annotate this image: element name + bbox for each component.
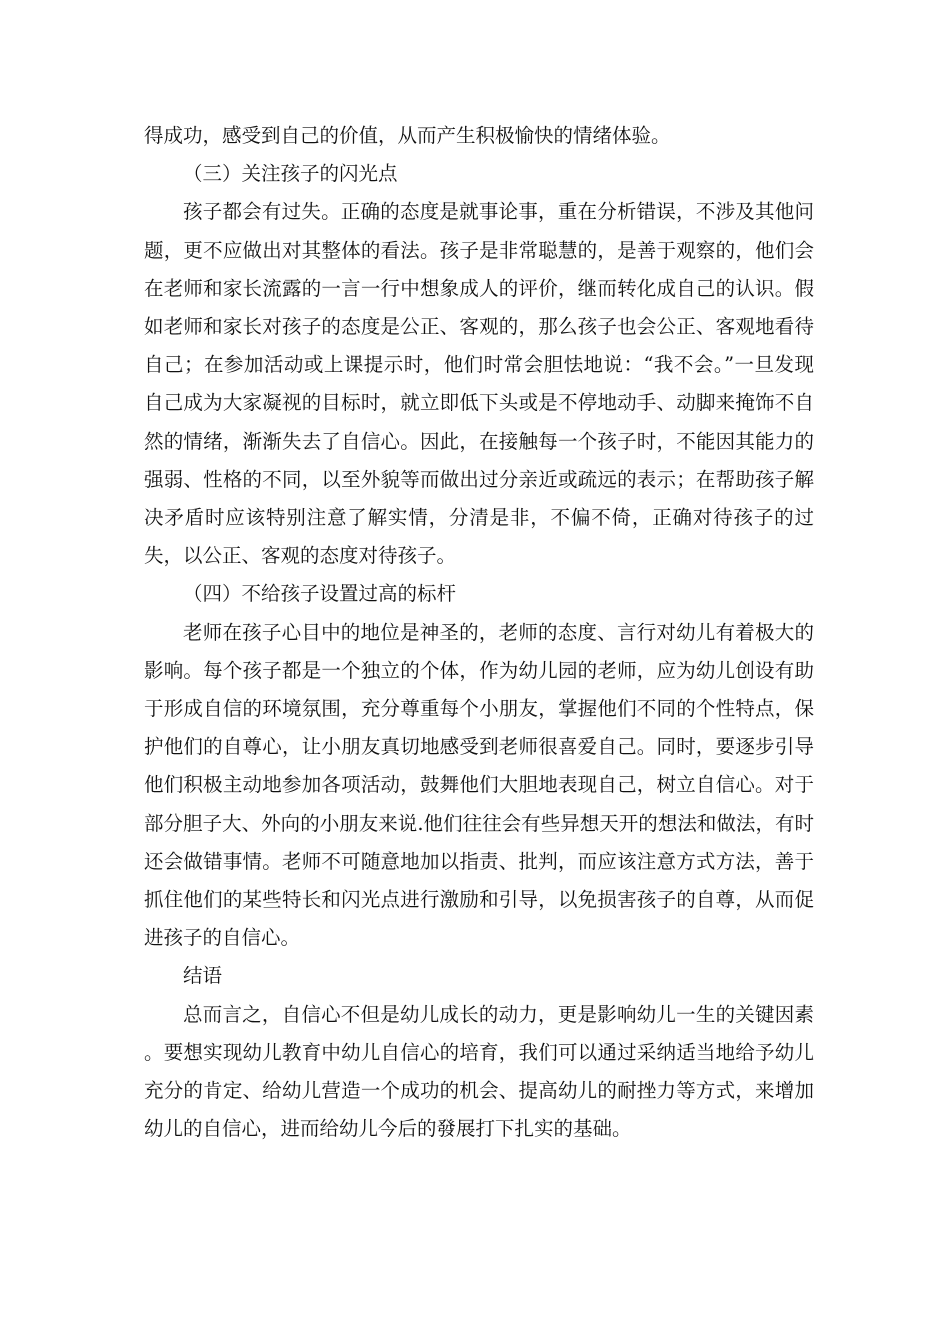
document-page (144, 117, 814, 1148)
section-heading-3: （三）关注孩子的闪光点 (183, 162, 398, 186)
paragraph-section-4: 老师在孩子心目中的地位是神圣的，老师的态度、言行对幼儿有着极大的影响。每个孩子都是一个独立的个体，作为幼儿园的老师，应为幼儿创设有助于形成自信的环境氛围，充分尊重每个小朋友，掌握他们不同的个性特点，保护他们的自尊心，让小朋友真切地感受到老师很喜爱自己。同时，要逐步引导他们积极主动地参加各项活动，鼓舞他们大胆地表现自己，树立自信心。对于部分胆子大、外向的小朋友来说.他们往往会有些异想天开的想法和做法，有时还会做错事情。老师不可随意地加以指责、批判，而应该注意方式方法，善于抓住他们的某些特长和闪光点进行激励和引导，以免损害孩子的自尊，从而促进孩子的自信心。 (144, 620, 814, 950)
section-heading-4: （四）不给孩子设置过高的标杆 (183, 582, 457, 606)
paragraph-continuation: 得成功，感受到自己的价值，从而产生积极愉快的情绪体验。 (144, 124, 671, 147)
conclusion-heading: 结语 (183, 964, 223, 988)
paragraph-conclusion: 总而言之，自信心不但是幼儿成长的动力，更是影响幼儿一生的关键因素 。要想实现幼儿教育中幼儿自信心的培育，我们可以通过采纳适当地给予幼儿充分的肯定、给幼儿营造一个成功的机会、提高幼儿的耐挫力等方式，来增加幼儿的自信心，进而给幼儿今后的發展打下扎实的基础。 (144, 1002, 814, 1141)
paragraph-section-3: 孩子都会有过失。正确的态度是就事论事，重在分析错误，不涉及其他问题，更不应做出对其整体的看法。孩子是非常聪慧的，是善于观察的，他们会在老师和家长流露的一言一行中想象成人的评价，继而转化成自己的认识。假如老师和家长对孩子的态度是公正、客观的，那么孩子也会公正、客观地看待自己；在参加活动或上课提示时，他们时常会胆怯地说：“我不会。”一旦发现自己成为大家凝视的目标时，就立即低下头或是不停地动手、动脚来掩饰不自然的情绪，渐渐失去了自信心。因此，在接触每一个孩子时，不能因其能力的强弱、性格的不同，以至外貌等而做出过分亲近或疏远的表示；在帮助孩子解决矛盾时应该特别注意了解实情，分清是非，不偏不倚，正确对待孩子的过失，以公正、客观的态度对待孩子。 (144, 200, 814, 568)
